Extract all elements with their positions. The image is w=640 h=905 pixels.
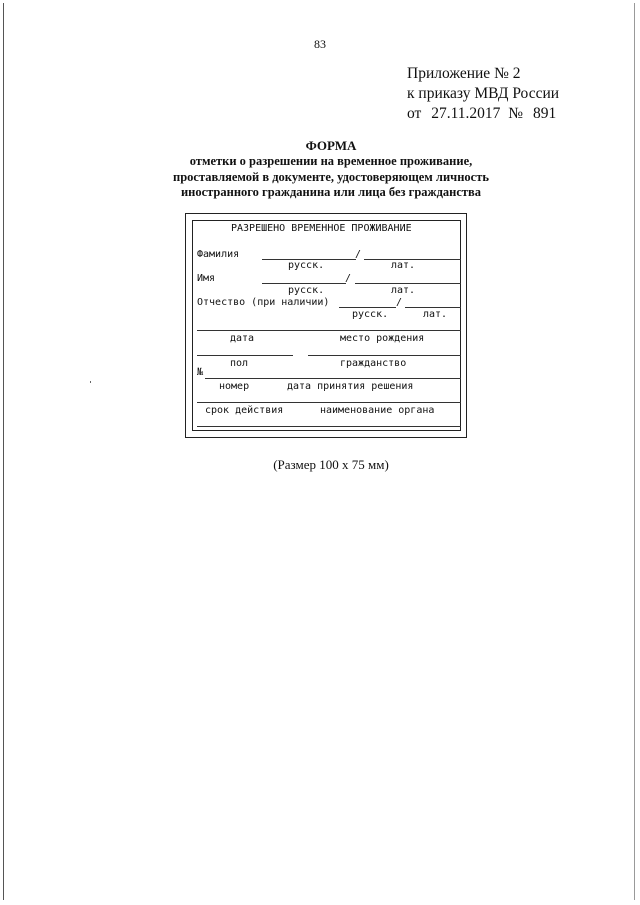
- name-lat-caption: лат.: [391, 285, 416, 296]
- appendix-number: 891: [532, 105, 557, 122]
- name-label: Имя: [197, 273, 216, 284]
- surname-slash: /: [355, 249, 362, 260]
- stamp-heading: РАЗРЕШЕНО ВРЕМЕННОЕ ПРОЖИВАНИЕ: [231, 223, 412, 234]
- appendix-number-sign: №: [508, 105, 524, 122]
- name-slash: /: [345, 273, 352, 284]
- appendix-line-2: к приказу МВД России: [407, 85, 560, 102]
- name-rus-caption: русск.: [288, 285, 325, 296]
- page-number: 83: [314, 37, 326, 51]
- appendix-line-1: Приложение № 2: [407, 65, 521, 82]
- size-note: (Размер 100 x 75 мм): [273, 457, 389, 472]
- birth-line: [197, 330, 461, 331]
- validity-line: [197, 402, 461, 403]
- name-rus-line: [262, 283, 346, 284]
- form-title: ФОРМА: [305, 138, 357, 153]
- patronymic-lat-line: [405, 307, 461, 308]
- patronymic-label: Отчество (при наличии): [197, 297, 330, 308]
- number-caption: номер: [219, 381, 250, 392]
- sex-caption: пол: [230, 358, 249, 369]
- birth-date-caption: дата: [230, 333, 255, 344]
- margin-mark: [90, 381, 91, 383]
- sex-line: [197, 355, 293, 356]
- patronymic-rus-line: [339, 307, 396, 308]
- bottom-line: [197, 426, 461, 427]
- patronymic-lat-caption: лат.: [423, 309, 448, 320]
- validity-caption: срок действия: [205, 405, 284, 416]
- surname-rus-caption: русск.: [288, 260, 325, 271]
- form-subtitle-3: иностранного гражданина или лица без гражданства: [180, 185, 482, 199]
- appendix-date-prefix: от: [407, 105, 422, 122]
- surname-label: Фамилия: [197, 249, 240, 260]
- patronymic-rus-caption: русск.: [352, 309, 389, 320]
- citizenship-caption: гражданство: [340, 358, 407, 369]
- form-subtitle-2: проставляемой в документе, удостоверяющем личность: [173, 170, 489, 184]
- surname-lat-caption: лат.: [391, 260, 416, 271]
- appendix-date-line: [407, 105, 556, 123]
- authority-caption: наименование органа: [320, 405, 435, 416]
- doc-number-sign: №: [197, 367, 204, 378]
- patronymic-slash: /: [396, 297, 403, 308]
- form-subtitle-1: отметки о разрешении на временное проживание,: [189, 154, 473, 168]
- number-line: [205, 378, 461, 379]
- appendix-date: 27.11.2017: [431, 105, 501, 122]
- citizenship-line: [308, 355, 461, 356]
- decision-date-caption: дата принятия решения: [287, 381, 414, 392]
- name-lat-line: [355, 283, 461, 284]
- birthplace-caption: место рождения: [340, 333, 425, 344]
